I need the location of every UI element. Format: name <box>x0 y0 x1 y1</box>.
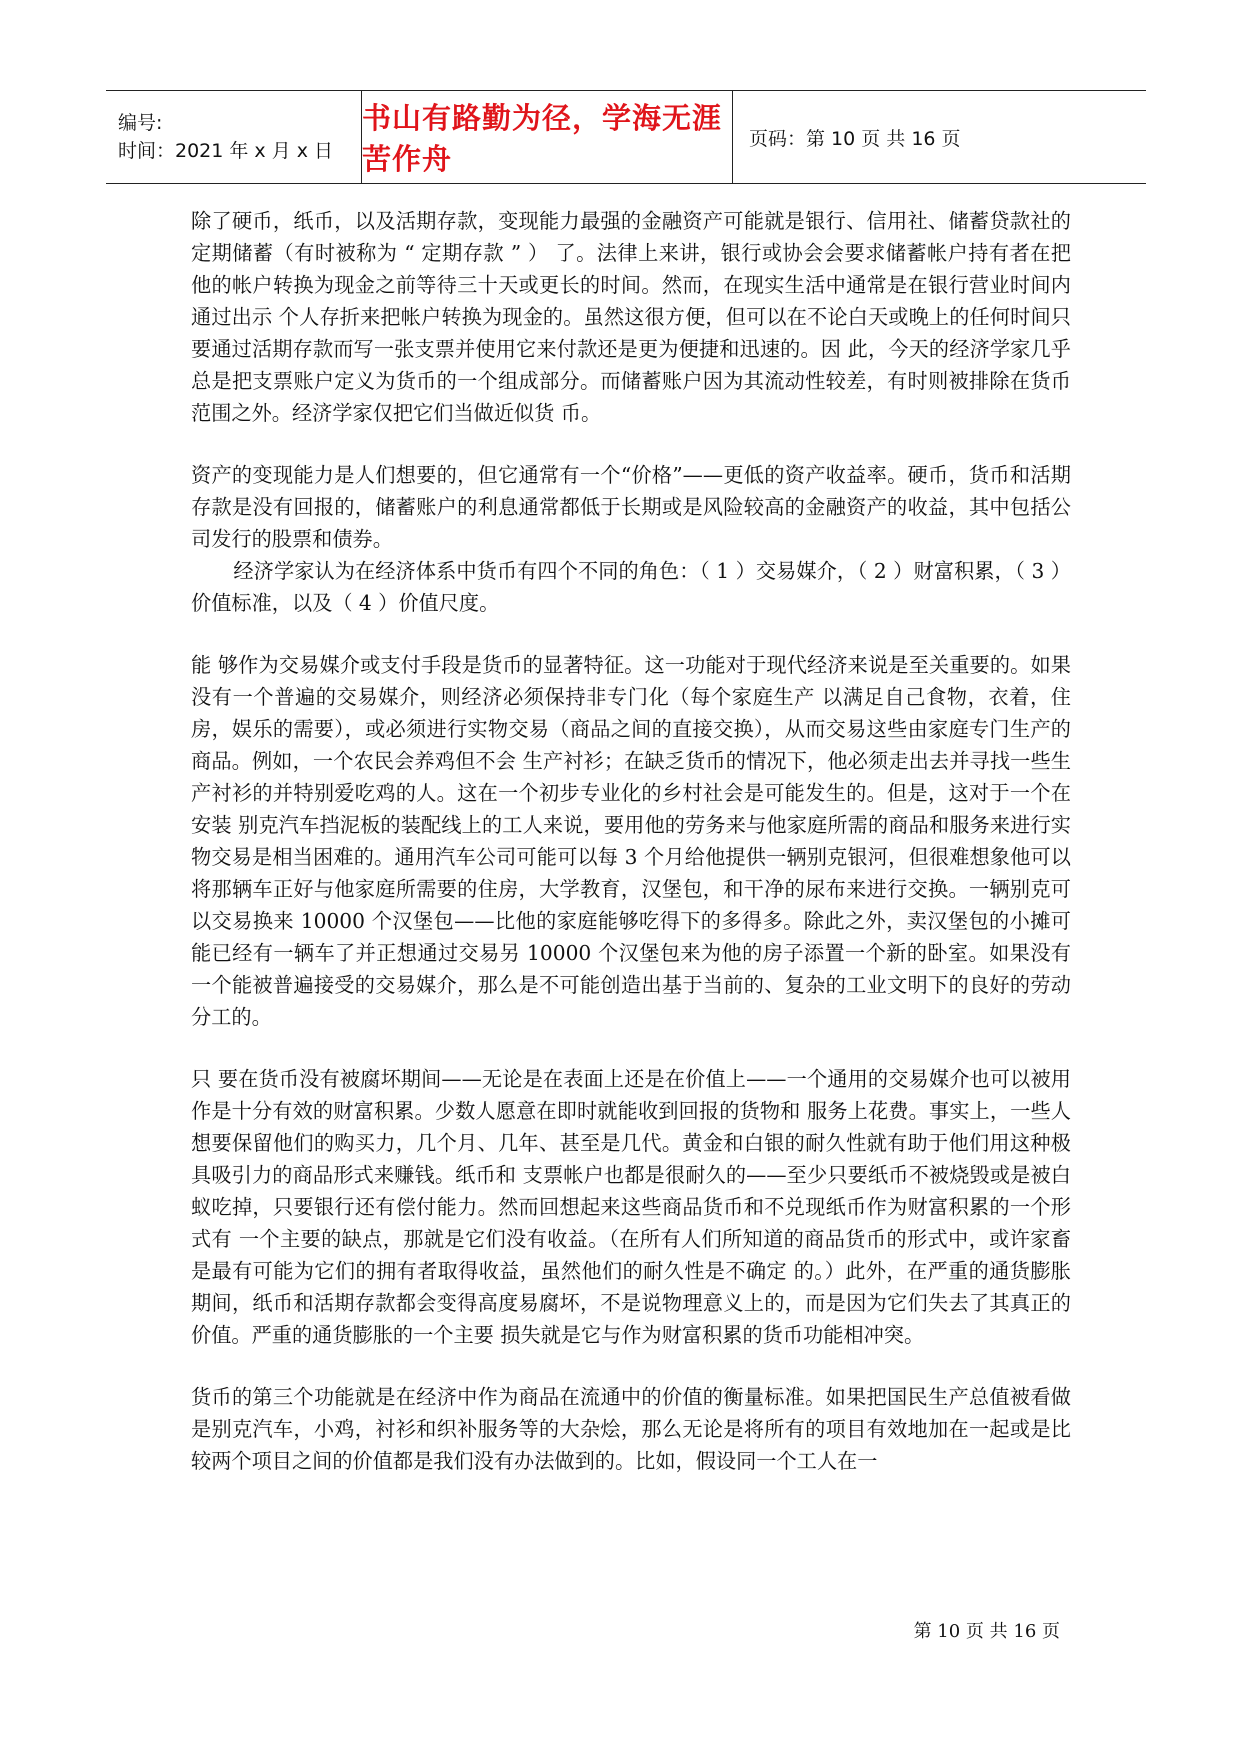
paragraph-2: 资产的变现能力是人们想要的，但它通常有一个“价格”——更低的资产收益率。硬币，货币和活期存款是没有回报的，储蓄账户的利息通常都低于长期或是风险较高的金融资产的收益，其中包括公司发行的股票和债券。 <box>191 463 1071 551</box>
document-body <box>191 205 1071 1477</box>
paragraph-gap <box>191 1033 1071 1063</box>
paragraph-5: 只 要在货币没有被腐坏期间——无论是在表面上还是在价值上——一个通用的交易媒介也可以被用作是十分有效的财富积累。少数人愿意在即时就能收到回报的货物和 服务上花费。事实上，一些人想要保留他们的购买力，几个月、几年、甚至是几代。黄金和白银的耐久性就有助于他们用这种极具吸引力的商品形式来赚钱。纸币和 支票帐户也都是很耐久的——至少只要纸币不被烧毁或是被白蚁吃掉，只要银行还有偿付能力。然而回想起来这些商品货币和不兑现纸币作为财富积累的一个形式有 一个主要的缺点，那就是它们没有收益。（在所有人们所知道的商品货币的形式中，或许家畜是最有可能为它们的拥有者取得收益，虽然他们的耐久性是不确定 的。）此外，在严重的通货膨胀期间，纸币和活期存款都会变得高度易腐坏，不是说物理意义上的，而是因为它们失去了其真正的价值。严重的通货膨胀的一个主要 损失就是它与作为财富积累的货币功能相冲突。 <box>191 1067 1071 1347</box>
header-meta <box>106 91 361 183</box>
paragraph-gap <box>191 429 1071 459</box>
paragraph-4: 能 够作为交易媒介或支付手段是货币的显著特征。这一功能对于现代经济来说是至关重要的。如果没有一个普遍的交易媒介，则经济必须保持非专门化（每个家庭生产 以满足自己食物，衣着，住房，娱乐的需要），或必须进行实物交易（商品之间的直接交换），从而交易这些由家庭专门生产的商品。例如，一个农民会养鸡但不会 生产衬衫；在缺乏货币的情况下，他必须走出去并寻找一些生产衬衫的并特别爱吃鸡的人。这在一个初步专业化的乡村社会是可能发生的。但是，这对于一个在安装 别克汽车挡泥板的装配线上的工人来说，要用他的劳务来与他家庭所需的商品和服务来进行实物交易是相当困难的。通用汽车公司可能可以每 3 个月给他提供一辆别克银河，但很难想象他可以将那辆车正好与他家庭所需要的住房，大学教育，汉堡包，和干净的尿布来进行交换。一辆别克可以交易换来 10000 个汉堡包——比他的家庭能够吃得下的多得多。除此之外，卖汉堡包的小摊可能已经有一辆车了并正想通过交易另 10000 个汉堡包来为他的房子添置一个新的卧室。如果没有一个能被普遍接受的交易媒介，那么是不可能创造出基于当前的、复杂的工业文明下的良好的劳动分工的。 <box>191 653 1071 1029</box>
page-header <box>106 90 1146 184</box>
paragraph-6: 货币的第三个功能就是在经济中作为商品在流通中的价值的衡量标准。如果把国民生产总值被看做是别克汽车，小鸡，衬衫和织补服务等的大杂烩，那么无论是将所有的项目有效地加在一起或是比较两个项目之间的价值都是我们没有办法做到的。比如，假设同一个工人在一 <box>191 1385 1071 1473</box>
paragraph-gap <box>191 1351 1071 1381</box>
document-time-label: 时间：2021 年 x 月 x 日 <box>118 140 334 162</box>
paragraph-3: 经济学家认为在经济体系中货币有四个不同的角色：（ 1 ）交易媒介，（ 2 ）财富积累，（ 3 ）价值标准，以及（ 4 ）价值尺度。 <box>191 559 1071 615</box>
header-motto-cell <box>361 91 733 183</box>
paragraph-gap <box>191 619 1071 649</box>
page-footer: 第 10 页 共 16 页 <box>913 1621 1060 1642</box>
header-page-label: 页码：第 10 页 共 16 页 <box>749 127 961 150</box>
document-number-label: 编号: <box>118 112 163 134</box>
header-page-cell <box>733 91 1146 183</box>
paragraph-1: 除了硬币，纸币，以及活期存款，变现能力最强的金融资产可能就是银行、信用社、储蓄贷款社的定期储蓄（有时被称为 “ 定期存款 ” ） 了。法律上来讲，银行或协会会要求储蓄帐户持有者在把他的帐户转换为现金之前等待三十天或更长的时间。然而，在现实生活中通常是在银行营业时间内通过出示 个人存折来把帐户转换为现金的。虽然这很方便，但可以在不论白天或晚上的任何时间只要通过活期存款而写一张支票并使用它来付款还是更为便捷和迅速的。因 此，今天的经济学家几乎总是把支票账户定义为货币的一个组成部分。而储蓄账户因为其流动性较差，有时则被排除在货币范围之外。经济学家仅把它们当做近似货 币。 <box>191 209 1071 425</box>
header-motto: 书山有路勤为径，学海无涯苦作舟 <box>362 101 723 176</box>
